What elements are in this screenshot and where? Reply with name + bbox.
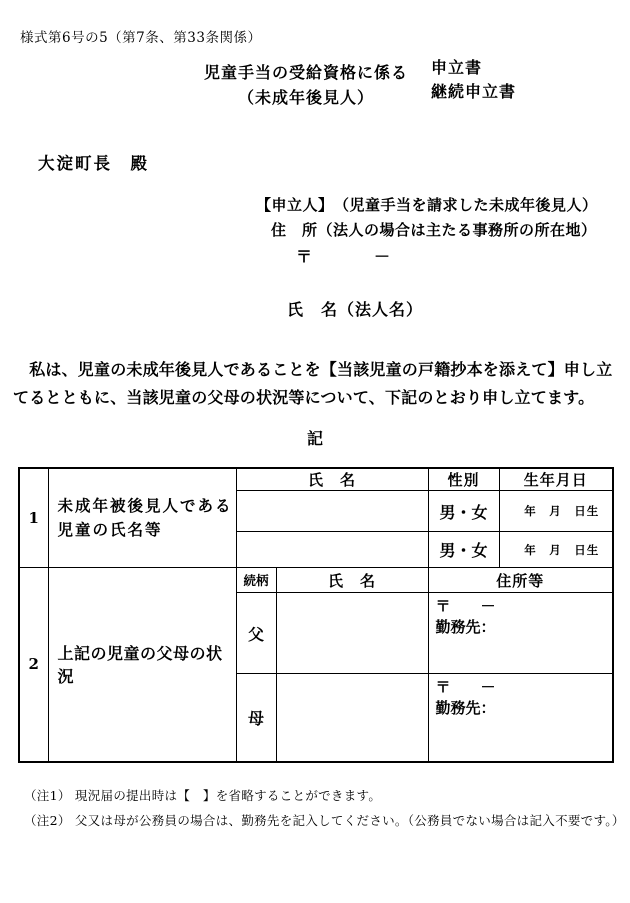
header-relationship: 続柄 (236, 568, 276, 593)
mother-workplace-label: 勤務先： (435, 699, 496, 717)
mother-address-cell[interactable] (428, 674, 613, 762)
child2-sex-options: 男・女 (428, 532, 499, 568)
form-title-line1: 児童手当の受給資格に係る (203, 63, 408, 82)
father-workplace-label: 勤務先： (435, 618, 496, 636)
applicant-address-label: 住 所（法人の場合は主たる事務所の所在地） (271, 221, 597, 239)
section1-header-row (19, 468, 613, 491)
mother-name-cell[interactable] (276, 674, 428, 762)
mother-relationship: 母 (236, 674, 276, 762)
header-birthdate: 生年月日 (499, 468, 613, 491)
declaration-line2: てるとともに、当該児童の父母の状況等について、下記のとおり申し立てます。 (13, 388, 595, 407)
form-title-variant-1: 申立書 (431, 58, 483, 77)
child2-name-cell[interactable] (236, 532, 428, 568)
ki-heading: 記 (306, 429, 323, 448)
form-table (18, 467, 614, 763)
header-sex: 性別 (428, 468, 499, 491)
section2-header-row (19, 568, 613, 593)
header-name: 氏 名 (236, 468, 428, 491)
father-postal: 〒 － (435, 597, 496, 615)
section1-label-line2: 児童の氏名等 (57, 520, 163, 539)
child2-birthdate-cell: 年 月 日生 (499, 532, 613, 568)
form-number: 様式第6号の5（第7条、第33条関係） (20, 30, 262, 46)
section1-label-line1: 未成年被後見人である (57, 496, 233, 515)
footnotes (24, 784, 625, 833)
header-parent-name: 氏 名 (276, 568, 428, 593)
postal-mark: 〒 (296, 247, 313, 266)
form-title-variant-2: 継続申立書 (431, 82, 517, 101)
child1-name-cell[interactable] (236, 491, 428, 532)
section1-label (48, 468, 236, 568)
child1-sex-options: 男・女 (428, 491, 499, 532)
footnote-2: （注2） 父又は母が公務員の場合は、勤務先を記入してください。（公務員でない場合は記入不要です。） (24, 812, 625, 828)
section1-number: 1 (19, 468, 48, 568)
declaration-line1: 私は、児童の未成年後見人であることを【当該児童の戸籍抄本を添えて】申し立 (13, 360, 613, 379)
header-address: 住所等 (428, 568, 613, 593)
form-title-variants (431, 56, 516, 104)
father-relationship: 父 (236, 593, 276, 674)
form-title-line2: （未成年後見人） (237, 88, 374, 107)
section2-label: 上記の児童の父母の状況 (48, 568, 236, 762)
mother-postal: 〒 － (435, 678, 496, 696)
postal-dash: － (374, 247, 391, 266)
father-address-cell[interactable] (428, 593, 613, 674)
father-name-cell[interactable] (276, 593, 428, 674)
applicant-heading: 【申立人】 （児童手当を請求した未成年後見人） (256, 196, 598, 214)
form-title (190, 60, 422, 110)
applicant-postal-line[interactable] (296, 244, 390, 267)
footnote-1: （注1） 現況届の提出時は【 】を省略することができます。 (24, 788, 382, 803)
applicant-name-label: 氏 名（法人名） (287, 300, 424, 319)
addressee: 大淀町長 殿 (38, 154, 149, 173)
child1-birthdate-cell: 年 月 日生 (499, 491, 613, 532)
section2-number: 2 (19, 568, 48, 762)
declaration-paragraph (13, 356, 619, 412)
